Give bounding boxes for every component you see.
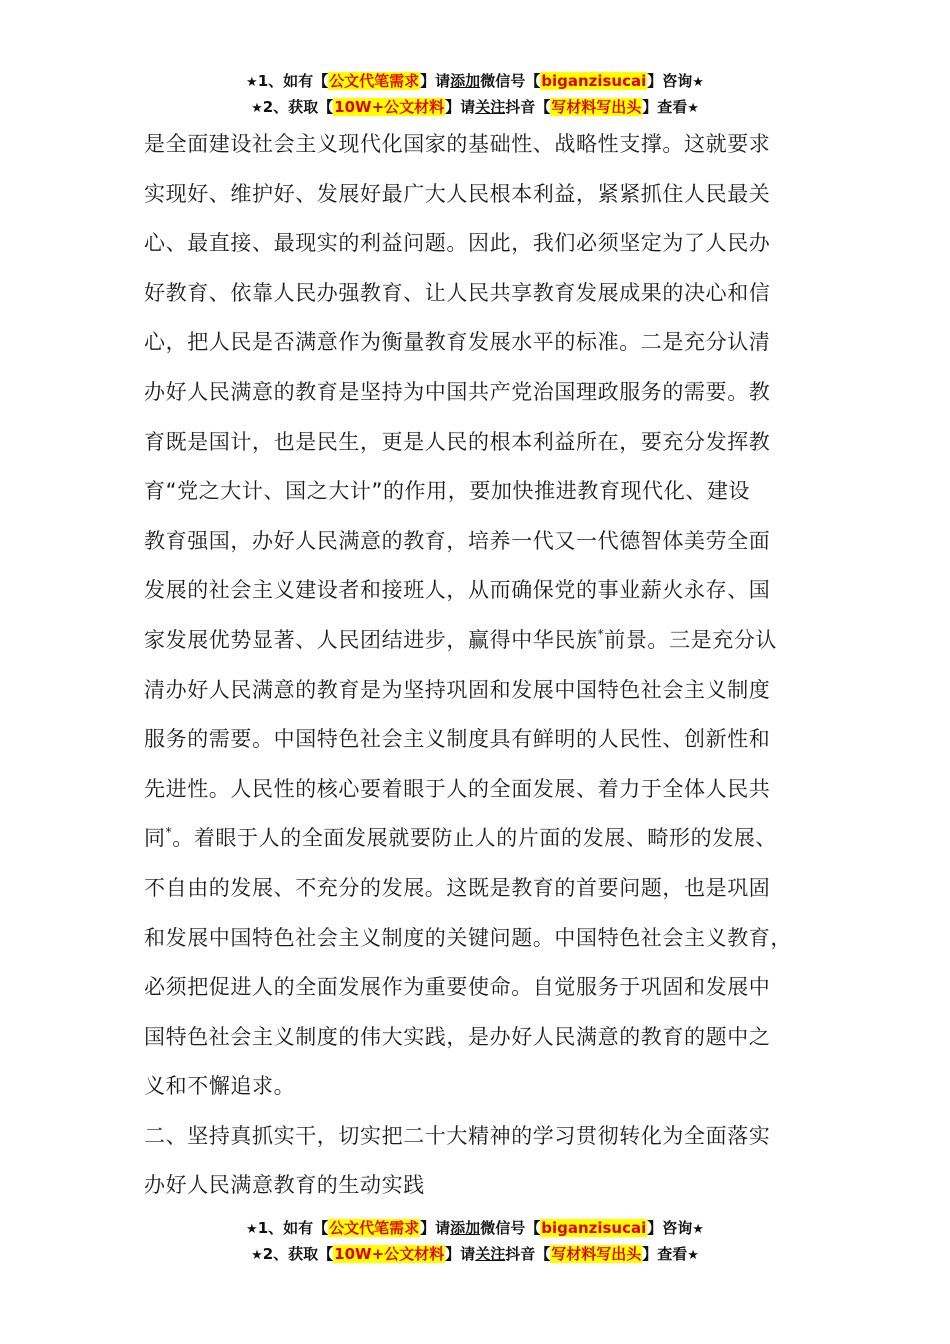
body-line: 不自由的发展、不充分的发展。这既是教育的首要问题，也是巩固 [144,875,771,900]
banner-text: 2、获取【 [262,1245,334,1263]
redaction-mark: * [597,626,605,641]
banner-text: 2、获取【 [262,98,334,116]
body-line: 发展的社会主义建设者和接班人，从而确保党的事业薪火永存、国 [144,578,771,603]
banner-highlight: 公文代笔需求 [329,72,420,90]
banner-underlined: 关注 [475,98,506,116]
header-banner [0,69,950,121]
banner-line-2 [0,95,950,121]
body-line: 服务的需要。中国特色社会主义制度具有鲜明的人民性、创新性和 [144,727,771,752]
banner-line-1 [0,1216,950,1242]
banner-highlight: 10W+公文材料 [334,1245,445,1263]
star-icon: ★ [251,1248,263,1263]
banner-underlined: 关注 [475,1245,506,1263]
section-heading: 办好人民满意教育的生动实践 [144,1173,425,1198]
banner-underlined: 添加 [450,1219,481,1237]
body-line: 育既是国计，也是民生，更是人民的根本利益所在，要充分发挥教 [144,429,771,454]
body-line: 先进性。人民性的核心要着眼于人的全面发展、着力于全体人民共 [144,776,771,801]
banner-highlight: biganzisucai [541,1219,647,1237]
banner-text: 1、如有【 [257,1219,329,1237]
star-icon: ★ [246,1222,258,1237]
banner-highlight: biganzisucai [541,72,647,90]
star-icon: ★ [251,101,263,116]
banner-highlight: 10W+公文材料 [334,98,445,116]
body-line [144,814,834,864]
footer-banner [0,1216,950,1268]
body-text: 前景。三是充分认 [604,627,778,652]
body-text: 。着眼于人的全面发展就要防止人的片面的发展、畸形的发展、 [172,826,778,851]
banner-text: 】请 [420,1219,451,1237]
section-heading: 二、坚持真抓实干，切实把二十大精神的学习贯彻转化为全面落实 [144,1123,771,1148]
star-icon: ★ [692,1222,704,1237]
redaction-mark: * [165,825,173,840]
banner-text: 】查看 [642,1245,688,1263]
banner-text: 抖音【 [505,98,551,116]
banner-text: 】咨询 [647,1219,693,1237]
banner-text: 】咨询 [647,72,693,90]
star-icon: ★ [246,75,258,90]
star-icon: ★ [687,101,699,116]
banner-text: 1、如有【 [257,72,329,90]
star-icon: ★ [687,1248,699,1263]
banner-highlight: 写材料写出头 [551,98,642,116]
body-line: 和发展中国特色社会主义制度的关键问题。中国特色社会主义教育， [144,925,792,950]
banner-highlight: 写材料写出头 [551,1245,642,1263]
body-line: 必须把促进人的全面发展作为重要使命。自觉服务于巩固和发展中 [144,975,771,1000]
banner-text: 】请 [420,72,451,90]
body-line: 实现好、维护好、发展好最广大人民根本利益，紧紧抓住人民最关 [144,181,771,206]
body-line: 好教育、依靠人民办强教育、让人民共享教育发展成果的决心和信 [144,280,771,305]
banner-text: 】请 [445,1245,476,1263]
body-line: 清办好人民满意的教育是为坚持巩固和发展中国特色社会主义制度 [144,677,771,702]
body-line: 教育强国，办好人民满意的教育，培养一代又一代德智体美劳全面 [144,528,771,553]
banner-text: 】查看 [642,98,688,116]
banner-text: 微信号【 [480,1219,541,1237]
body-line: 是全面建设社会主义现代化国家的基础性、战略性支撑。这就要求 [144,132,771,156]
body-line: 心，把人民是否满意作为衡量教育发展水平的标准。二是充分认清 [144,330,771,355]
star-icon: ★ [692,75,704,90]
banner-line-1 [0,69,950,95]
body-line: 义和不懈追求。 [144,1074,296,1099]
banner-text: 】请 [445,98,476,116]
body-text: 同 [144,826,166,851]
document-body [144,120,834,1211]
body-line [144,616,834,666]
body-line: 育“党之大计、国之大计”的作用，要加快推进教育现代化、建设 [144,479,751,504]
banner-text: 抖音【 [505,1245,551,1263]
banner-underlined: 添加 [450,72,481,90]
body-line: 国特色社会主义制度的伟大实践，是办好人民满意的教育的题中之 [144,1024,771,1049]
body-line: 心、最直接、最现实的利益问题。因此，我们必须坚定为了人民办 [144,231,771,256]
banner-text: 微信号【 [480,72,541,90]
banner-highlight: 公文代笔需求 [329,1219,420,1237]
banner-line-2 [0,1242,950,1268]
body-line: 办好人民满意的教育是坚持为中国共产党治国理政服务的需要。教 [144,379,771,404]
body-text: 家发展优势显著、人民团结进步，赢得中华民族 [144,627,598,652]
